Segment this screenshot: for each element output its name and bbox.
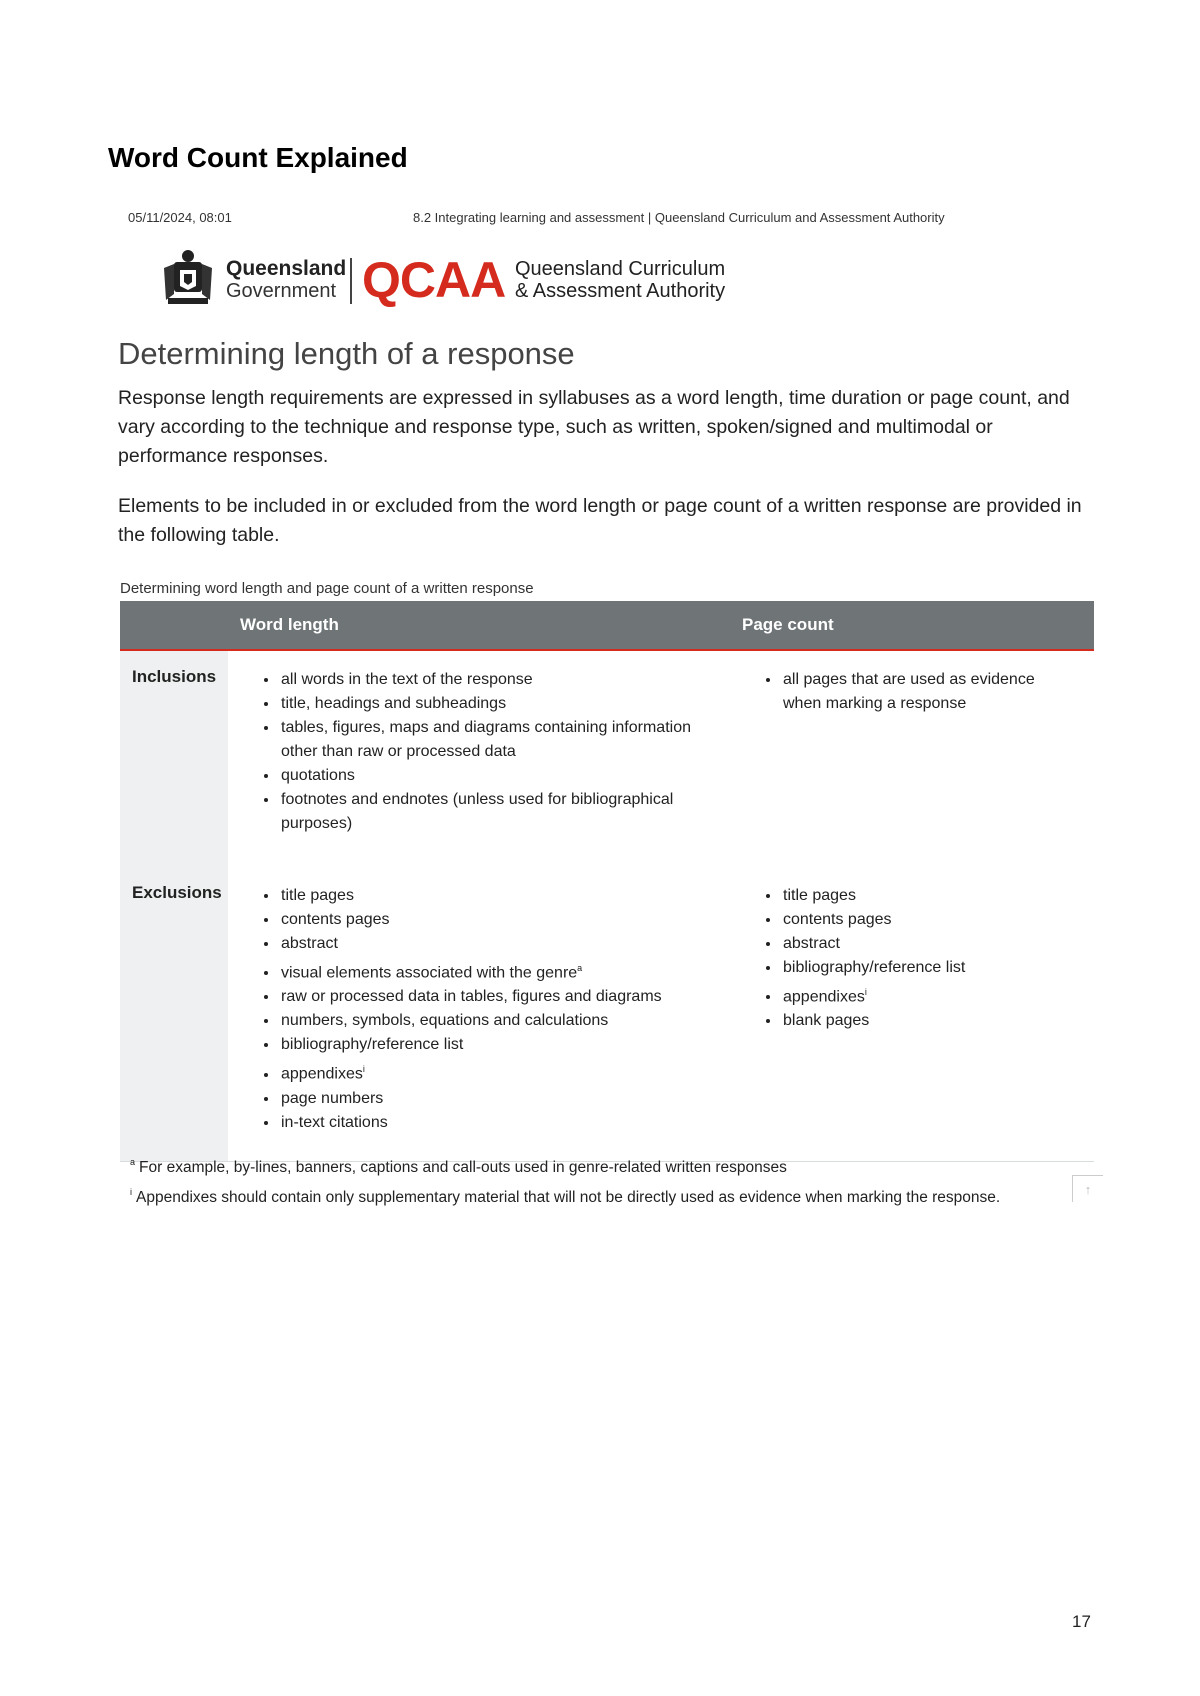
inclusions-row xyxy=(120,650,1094,867)
logo-divider xyxy=(350,258,352,304)
list-item: • blank pages xyxy=(781,1009,1073,1033)
list-item-with-footnote xyxy=(279,1057,709,1086)
footnote-a-text: For example, by-lines, banners, captions and call-outs used in genre-related written responses xyxy=(139,1159,787,1176)
list-item: • title pages xyxy=(781,884,1073,908)
inclusions-label: Inclusions xyxy=(120,650,228,867)
list-item: • abstract xyxy=(781,932,1073,956)
footnote-ref-a[interactable]: a xyxy=(577,963,583,973)
exclusions-label: Exclusions xyxy=(120,867,228,1161)
table-header-row xyxy=(120,601,1094,650)
exclusions-word-length xyxy=(228,867,730,1161)
list-item: • bibliography/reference list xyxy=(781,956,1073,980)
item-text: appendixes xyxy=(783,988,865,1006)
item-text: appendixes xyxy=(281,1065,363,1083)
list-item: • numbers, symbols, equations and calculations xyxy=(279,1009,709,1033)
header-empty xyxy=(120,601,228,650)
item-text: visual elements associated with the genre xyxy=(281,964,578,982)
table-caption: Determining word length and page count of a written response xyxy=(120,580,534,597)
list-item: • contents pages xyxy=(781,908,1073,932)
inclusions-page-count xyxy=(730,650,1094,867)
list-item: • title, headings and subheadings xyxy=(279,692,709,716)
queensland-crest-icon xyxy=(160,248,216,308)
list-item: • footnotes and endnotes (unless used for bibliographical purposes) xyxy=(279,788,709,836)
list-item: • in-text citations xyxy=(279,1111,709,1135)
table-intro-paragraph: Elements to be included in or excluded from the word length or page count of a written response are provided in the following table. xyxy=(118,495,1082,546)
footnote-a xyxy=(130,1150,1000,1180)
list-item: • tables, figures, maps and diagrams containing information other than raw or processed data xyxy=(279,716,709,764)
list-item: • raw or processed data in tables, figures and diagrams xyxy=(279,985,709,1009)
qcaa-line-1: Queensland Curriculum xyxy=(515,258,726,280)
up-arrow-icon[interactable]: ↑ xyxy=(1072,1175,1103,1202)
footnote-i-text: Appendixes should contain only supplementary material that will not be directly used as evidence when marking the response. xyxy=(136,1189,1001,1206)
print-page-title: 8.2 Integrating learning and assessment | Queensland Curriculum and Assessment Authority xyxy=(413,210,945,225)
section-heading: Determining length of a response xyxy=(118,336,575,371)
list-item: • page numbers xyxy=(279,1087,709,1111)
header-word-length: Word length xyxy=(228,601,730,650)
footnote-a-mark: a xyxy=(130,1157,136,1167)
exclusions-row xyxy=(120,867,1094,1161)
list-item-with-footnote xyxy=(781,980,1073,1009)
list-item: • abstract xyxy=(279,932,709,956)
qcaa-logo: QCAA xyxy=(362,252,506,308)
inclusions-word-length xyxy=(228,650,730,867)
qg-line-2: Government xyxy=(226,280,337,302)
list-item: • contents pages xyxy=(279,908,709,932)
exclusions-page-count xyxy=(730,867,1094,1161)
word-length-table xyxy=(120,601,1094,1162)
page-number: 17 xyxy=(1072,1612,1091,1631)
list-item-with-footnote xyxy=(279,956,709,985)
footnote-i xyxy=(130,1180,1000,1210)
list-item: • all pages that are used as evidence when marking a response xyxy=(781,668,1073,716)
list-item: • bibliography/reference list xyxy=(279,1033,709,1057)
footnote-ref-i[interactable]: i xyxy=(864,987,867,997)
footnote-i-mark: i xyxy=(130,1187,132,1197)
qcaa-wordmark xyxy=(515,258,725,302)
document-title: Word Count Explained xyxy=(108,142,408,173)
header-page-count: Page count xyxy=(730,601,1094,650)
print-timestamp: 05/11/2024, 08:01 xyxy=(128,210,232,225)
qcaa-line-2: & Assessment Authority xyxy=(515,280,726,302)
list-item: • all words in the text of the response xyxy=(279,668,709,692)
queensland-government-wordmark xyxy=(226,258,346,302)
qg-line-1: Queensland xyxy=(226,257,347,280)
footnote-ref-i[interactable]: i xyxy=(362,1064,365,1075)
footnotes xyxy=(130,1150,1000,1210)
list-item: • quotations xyxy=(279,764,709,788)
list-item: • title pages xyxy=(279,884,709,908)
intro-paragraph: Response length requirements are expressed in syllabuses as a word length, time duration or page count, and vary according to the technique and response type, such as written, spoken/signed and multimodal or performance responses. xyxy=(118,387,1070,467)
